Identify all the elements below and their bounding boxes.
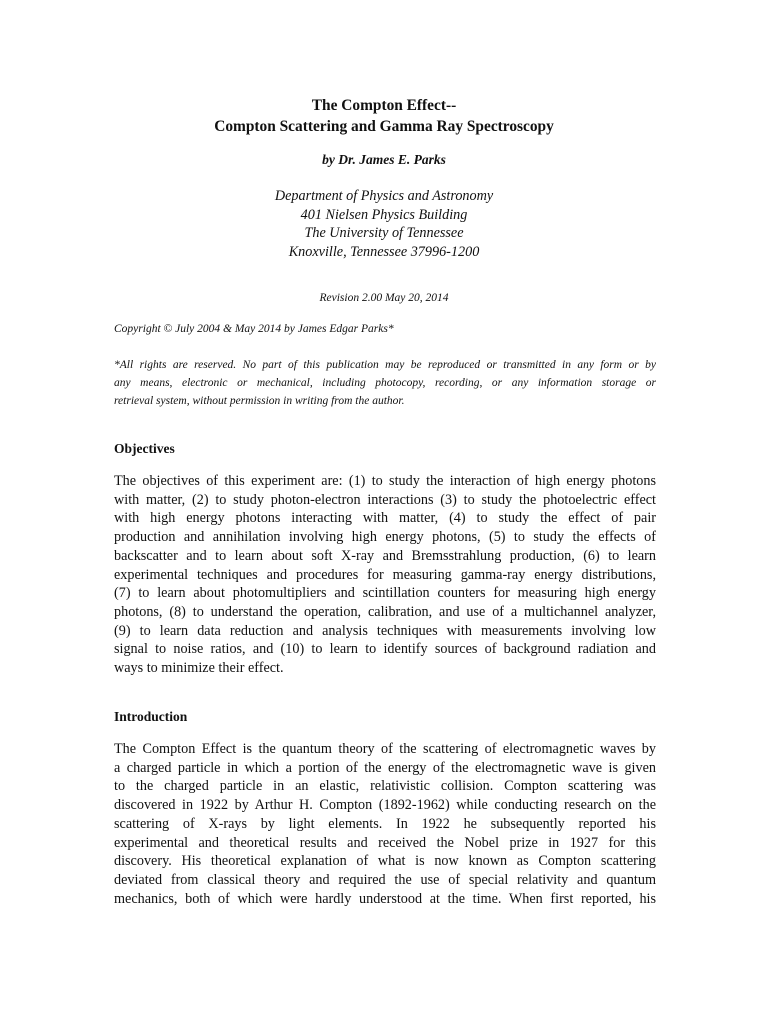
paragraph-line: deviated from classical theory and required the use of special relativity and quantum bbox=[114, 871, 656, 888]
paragraph-line: with matter, (2) to study photon-electron interactions (3) to study the photoelectric effect bbox=[114, 491, 656, 508]
paragraph-line: a charged particle in which a portion of the energy of the electromagnetic wave is given bbox=[114, 759, 656, 776]
paragraph-line: experimental and theoretical results and received the Nobel prize in 1927 for this bbox=[114, 834, 656, 851]
paragraph-line: to the charged particle in an elastic, relativistic collision. Compton scattering was bbox=[114, 778, 656, 795]
rights-notice bbox=[114, 356, 656, 411]
paragraph-line: ways to minimize their effect. bbox=[114, 660, 284, 677]
paragraph-line: with high energy photons interacting with matter, (4) to study the effect of pair bbox=[114, 510, 656, 527]
revision-note: Revision 2.00 May 20, 2014 bbox=[319, 292, 449, 304]
affiliation-department: Department of Physics and Astronomy bbox=[274, 188, 494, 204]
affiliation-university: The University of Tennessee bbox=[304, 225, 464, 242]
paragraph-line: discovered in 1922 by Arthur H. Compton (1892-1962) while conducting research on the bbox=[114, 797, 656, 814]
paragraph-line: scattering of X-rays by light elements. In 1922 he subsequently reported his bbox=[114, 815, 656, 832]
affiliation-building: 401 Nielsen Physics Building bbox=[300, 206, 468, 223]
objectives-heading: Objectives bbox=[114, 441, 175, 456]
author-byline: by Dr. James E. Parks bbox=[322, 152, 446, 167]
rights-line: any means, electronic or mechanical, including photocopy, recording, or any information storage or bbox=[114, 377, 656, 390]
paragraph-line: mechanics, both of which were hardly understood at the time. When first reported, his bbox=[114, 890, 656, 907]
paragraph-line: (7) to learn about photomultipliers and scintillation counters for measuring high energy bbox=[114, 585, 656, 602]
title-line-2: Compton Scattering and Gamma Ray Spectroscopy bbox=[214, 118, 554, 135]
copyright-notice: Copyright © July 2004 & May 2014 by James Edgar Parks* bbox=[114, 323, 394, 335]
introduction-paragraph bbox=[114, 740, 656, 908]
introduction-heading: Introduction bbox=[114, 709, 188, 724]
paragraph-line: The objectives of this experiment are: (1) to study the interaction of high energy photons bbox=[114, 473, 656, 489]
paragraph-line: experimental techniques and procedures for measuring gamma-ray energy distributions, bbox=[114, 566, 656, 583]
paragraph-line: photons, (8) to understand the operation, calibration, and use of a multichannel analyzer, bbox=[114, 603, 656, 620]
rights-line: retrieval system, without permission in writing from the author. bbox=[114, 395, 405, 408]
title-block bbox=[0, 95, 768, 137]
objectives-paragraph bbox=[114, 472, 656, 678]
paragraph-line: backscatter and to learn about soft X-ray and Bremsstrahlung production, (6) to learn bbox=[114, 547, 656, 564]
paragraph-line: discovery. His theoretical explanation of what is now known as Compton scattering bbox=[114, 853, 656, 870]
affiliation-block bbox=[0, 187, 768, 261]
rights-line: *All rights are reserved. No part of this publication may be reproduced or transmitted in any form or by bbox=[114, 359, 656, 371]
affiliation-city: Knoxville, Tennessee 37996-1200 bbox=[288, 243, 480, 260]
paragraph-line: (9) to learn data reduction and analysis techniques with measurements involving low bbox=[114, 622, 656, 639]
paragraph-line: production and annihilation involving high energy photons, (5) to study the effects of bbox=[114, 529, 656, 546]
paragraph-line: signal to noise ratios, and (10) to learn to identify sources of background radiation and bbox=[114, 641, 656, 658]
title-line-1: The Compton Effect-- bbox=[311, 97, 457, 114]
paragraph-line: The Compton Effect is the quantum theory of the scattering of electromagnetic waves by bbox=[114, 741, 656, 757]
